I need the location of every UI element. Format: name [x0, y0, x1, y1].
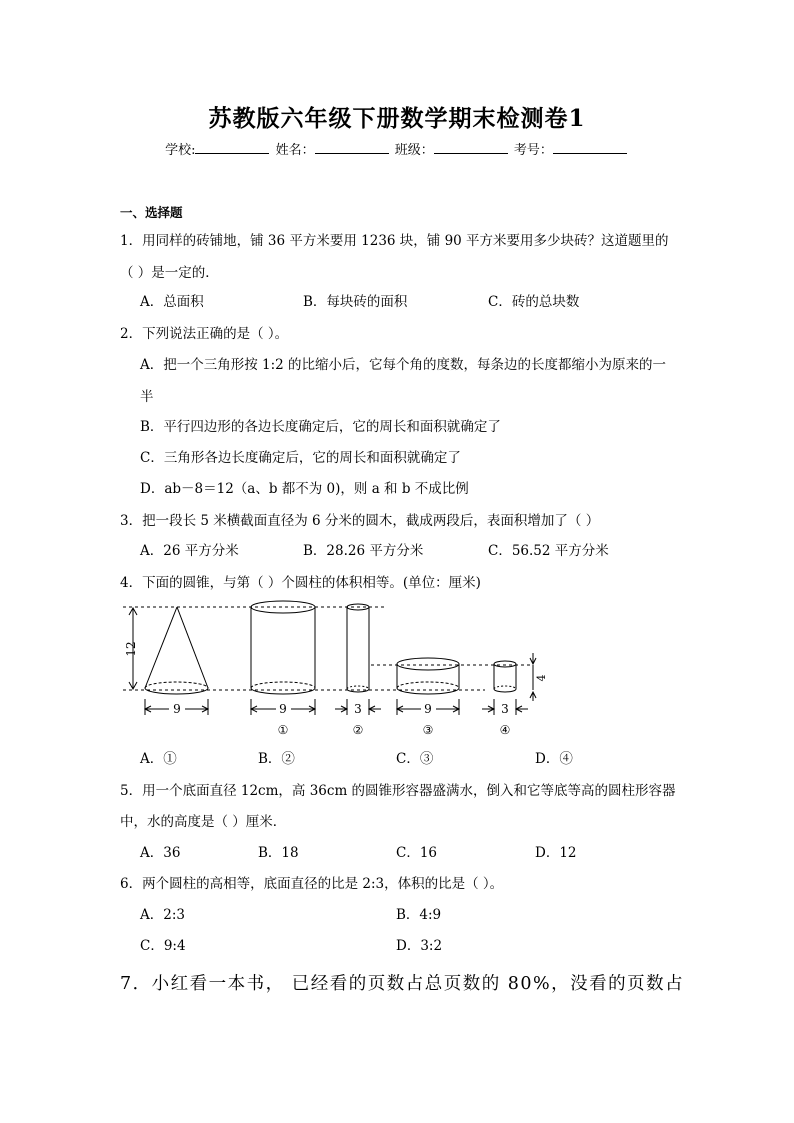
q6-option-d[interactable]: D．3:2: [396, 938, 443, 954]
cylinder-1-diameter-label: 9: [279, 702, 287, 716]
q2-stem: 2．下列说法正确的是（ ）。: [120, 326, 289, 342]
cylinder-3-shape: [397, 658, 459, 694]
q6-stem: 6．两个圆柱的高相等，底面直径的比是 2:3，体积的比是（ ）。: [120, 876, 504, 892]
cylinder-4-diameter-label: 3: [501, 702, 509, 716]
q3-option-b[interactable]: B．28.26 平方分米: [303, 543, 424, 559]
q3-stem: 3．把一段长 5 米横截面直径为 6 分米的圆木，截成两段后，表面积增加了（ ）: [120, 513, 600, 529]
name-blank[interactable]: [315, 141, 389, 154]
cylinder-1-shape: [251, 601, 315, 694]
q1-option-a[interactable]: A．总面积: [140, 294, 204, 310]
cylinder-1-number: ①: [277, 723, 289, 737]
q6-option-b[interactable]: B．4:9: [396, 907, 442, 923]
school-label: 学校:: [165, 143, 196, 158]
cone-shape: [145, 607, 208, 694]
q6-option-a[interactable]: A．2:3: [140, 907, 185, 923]
q5-stem-line1: 5．用一个底面直径 12cm，高 36cm 的圆锥形容器盛满水，倒入和它等底等高的圆柱形容器: [120, 783, 676, 799]
cylinder-3-number: ③: [422, 723, 434, 737]
q4-stem: 4．下面的圆锥，与第（ ）个圆柱的体积相等。(单位：厘米): [120, 575, 481, 591]
q2-option-d[interactable]: D．ab－8＝12（a、b 都不为 0)，则 a 和 b 不成比例: [140, 481, 469, 497]
reference-dashed-lines: [123, 607, 533, 690]
class-label: 班级：: [394, 143, 434, 158]
q1-stem-line1: 1．用同样的砖铺地，铺 36 平方米要用 1236 块，铺 90 平方米要用多少块砖？这道题里的: [120, 233, 669, 249]
section-heading: 一、选择题: [120, 205, 183, 220]
q3-option-a[interactable]: A．26 平方分米: [140, 543, 239, 559]
q5-stem-line2: 中，水的高度是（ ）厘米．: [120, 814, 287, 830]
exam-no-label: 考号：: [513, 143, 553, 158]
q2-option-c[interactable]: C．三角形各边长度确定后，它的周长和面积就确定了: [140, 450, 461, 466]
q4-option-c[interactable]: C．③: [396, 751, 434, 767]
q2-option-b[interactable]: B．平行四边形的各边长度确定后，它的周长和面积就确定了: [140, 419, 501, 435]
q4-option-b[interactable]: B．②: [258, 751, 295, 767]
q4-figure: [115, 597, 555, 742]
name-label: 姓名：: [275, 143, 315, 158]
height-4-label: 4: [535, 674, 548, 682]
page-title: 苏教版六年级下册数学期末检测卷1: [208, 105, 586, 132]
width-dimensions: [145, 699, 528, 715]
q1-option-b[interactable]: B．每块砖的面积: [303, 294, 408, 310]
q5-option-a[interactable]: A．36: [140, 845, 181, 861]
cylinder-3-diameter-label: 9: [424, 702, 432, 716]
q4-option-a[interactable]: A．①: [140, 751, 177, 767]
q3-option-c[interactable]: C．56.52 平方分米: [488, 543, 609, 559]
cylinder-2-number: ②: [352, 723, 364, 737]
q6-option-c[interactable]: C．9:4: [140, 938, 186, 954]
q4-option-d[interactable]: D．④: [535, 751, 573, 767]
school-blank[interactable]: [195, 141, 269, 154]
cylinder-2-shape: [347, 604, 369, 692]
q5-option-d[interactable]: D．12: [535, 845, 577, 861]
q5-option-b[interactable]: B．18: [258, 845, 299, 861]
cylinder-4-number: ④: [499, 723, 511, 737]
exam-no-blank[interactable]: [553, 141, 627, 154]
height-12-label: 12: [124, 641, 138, 657]
q7-stem-line1: 7．小红看一本书， 已经看的页数占总页数的 80%，没看的页数占: [120, 974, 685, 994]
q2-option-a-line2[interactable]: 半: [140, 389, 154, 405]
q1-option-c[interactable]: C．砖的总块数: [488, 294, 580, 310]
q5-option-c[interactable]: C．16: [396, 845, 438, 861]
cylinder-4-shape: [494, 661, 516, 692]
q2-option-a-line1[interactable]: A．把一个三角形按 1:2 的比缩小后，它每个角的度数，每条边的长度都缩小为原来的一: [140, 357, 667, 373]
student-info-line: [0, 139, 794, 158]
q1-stem-line2: （ ）是一定的．: [120, 265, 219, 281]
cylinder-2-diameter-label: 3: [354, 702, 362, 716]
class-blank[interactable]: [434, 141, 508, 154]
cone-diameter-label: 9: [173, 702, 181, 716]
